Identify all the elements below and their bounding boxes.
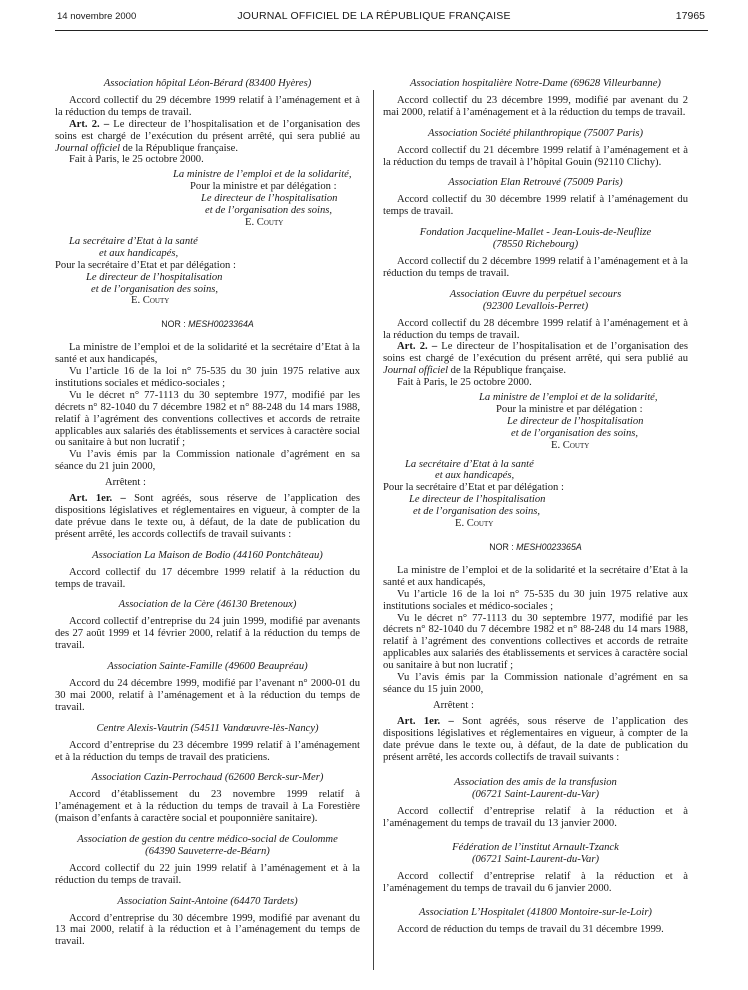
association-title-line: Association Œuvre du perpétuel secours <box>449 288 622 300</box>
journal-reference: Journal officiel <box>55 142 121 154</box>
association-title <box>383 289 688 313</box>
signature-line: et de l’organisation des soins, <box>413 506 541 518</box>
nor-reference <box>383 542 688 554</box>
association-title <box>55 834 360 858</box>
journal-reference: Journal officiel <box>383 365 449 377</box>
article-text: Sont agréés, sous réserve de l’application des dispositions législatives et réglementaires en vigueur, à compter de la date prévue dans le texte ou, à défaut, de la date de publication du présent arrêté, les accords collectifs de travail suivants : <box>383 715 689 763</box>
association-title: Association de la Cère (46130 Bretenoux) <box>118 599 297 611</box>
association-title: Association Société philanthropique (75007 Paris) <box>428 127 643 139</box>
accord-text: Accord d’établissement du 23 novembre 1999 relatif à l’aménagement et à la réduction du temps de travail à La Forestière (maison d’enfants à caractère social et pouponnière sanitaire). <box>55 789 360 825</box>
accord-text: Accord collectif du 21 décembre 1999 relatif à l’aménagement et à la réduction du temps de travail à l’hôpital Gouin (92110 Clichy). <box>383 144 688 168</box>
accord-text: Accord d’entreprise du 30 décembre 1999, modifié par avenant du 13 mai 2000, relatif à la réduction et à l’aménagement du temps de travail. <box>55 912 360 948</box>
signature-line: La secrétaire d’Etat à la santé <box>405 458 534 470</box>
visa-paragraph: Vu le décret n° 77-1113 du 30 septembre 1977, modifié par les décrets n° 82-1040 du 7 décembre 1982 et n° 88-248 du 14 mars 1988, relatif à l’agrément des conventions collectives et accords de retraite applicables aux salariés des établissements et services à caractère social ou sanitaire à but non lucratif ; <box>55 389 360 449</box>
visa-paragraph: La ministre de l’emploi et de la solidarité et la secrétaire d’Etat à la santé et aux handicapés, <box>383 564 688 588</box>
association-title-line: Association des amis de la transfusion <box>454 777 617 789</box>
signature-ministre <box>173 169 360 229</box>
signature-line: Pour la ministre et par délégation : <box>496 403 643 415</box>
accord-text: Accord de réduction du temps de travail du 31 décembre 1999. <box>397 923 664 935</box>
page-number: 17965 <box>675 10 705 22</box>
association-title-line: (64390 Sauveterre-de-Béarn) <box>145 845 270 857</box>
right-column <box>383 78 688 935</box>
article-label: Art. 2. – <box>397 341 438 353</box>
signature-name: E. Couty <box>245 216 284 228</box>
fait-a-paris: Fait à Paris, le 25 octobre 2000. <box>69 154 204 166</box>
accord-text: Accord d’entreprise du 23 décembre 1999 relatif à l’aménagement et à la réduction du temps de travail des praticiens. <box>55 739 360 763</box>
signature-name: E. Couty <box>131 295 170 307</box>
header-date: 14 novembre 2000 <box>57 11 137 22</box>
nor-code: MESH0023364A <box>188 319 254 330</box>
accord-text: Accord du 24 décembre 1999, modifié par l’avenant n° 2000-01 du 30 mai 2000, relatif à l’aménagement et à la réduction du temps de travail. <box>55 677 360 713</box>
signature-line: Le directeur de l’hospitalisation <box>86 271 223 283</box>
accord-text: Accord collectif du 23 décembre 1999, modifié par avenant du 2 mai 2000, relatif à l’aménagement et à la réduction du temps de travail. <box>383 94 688 118</box>
visa-paragraph: Vu le décret n° 77-1113 du 30 septembre 1977, modifié par les décrets n° 82-1040 du 7 décembre 1982 et n° 88-248 du 14 mars 1988, relatif à l’agrément des conventions collectives et accords de retraite applicables aux salariés des établissements et services à caractère social ou sanitaire à but non lucratif ; <box>383 612 688 672</box>
signature-line: Pour la ministre et par délégation : <box>190 181 337 193</box>
nor-label: NOR : <box>161 319 189 330</box>
visa-paragraph: Vu l’avis émis par la Commission nationale d’agrément en sa séance du 21 juin 2000, <box>55 449 360 473</box>
article-text: Le directeur de l’hospitalisation et de l’organisation des soins est chargé de l’exécution du présent arrêté, qui sera publié au <box>383 341 688 365</box>
association-title: Association hospitalière Notre-Dame (69628 Villeurbanne) <box>410 78 661 89</box>
signature-line: La secrétaire d’Etat à la santé <box>69 235 198 247</box>
signature-line: et de l’organisation des soins, <box>91 283 219 295</box>
arretent: Arrêtent : <box>433 699 474 711</box>
signature-line: Le directeur de l’hospitalisation <box>201 193 338 205</box>
article-2 <box>55 119 360 155</box>
header-rule <box>55 30 708 31</box>
signature-line: Le directeur de l’hospitalisation <box>507 415 644 427</box>
association-title: Association Sainte-Famille (49600 Beaupréau) <box>107 661 308 673</box>
association-title-line: Fédération de l’institut Arnault-Tzanck <box>452 842 619 854</box>
nor-reference <box>55 319 360 331</box>
accord-text: Accord collectif du 22 juin 1999 relatif à l’aménagement et à la réduction du temps de travail. <box>55 862 360 886</box>
signature-line: Pour la secrétaire d’Etat et par délégation : <box>383 482 564 494</box>
association-title: Association L’Hospitalet (41800 Montoire-sur-le-Loir) <box>419 906 652 918</box>
accord-text: Accord collectif du 30 décembre 1999 relatif à l’aménagement du temps de travail. <box>383 194 688 218</box>
article-1 <box>383 716 688 764</box>
visa-paragraph: Vu l’article 16 de la loi n° 75-535 du 30 juin 1975 relative aux institutions sociales et médico-sociales ; <box>55 366 360 389</box>
article-text-end: de la République française. <box>120 142 238 154</box>
article-text: Le directeur de l’hospitalisation et de l’organisation des soins est chargé de l’exécution du présent arrêté, qui sera publié au <box>55 118 360 142</box>
column-divider <box>373 90 374 970</box>
association-title: Association hôpital Léon-Bérard (83400 Hyères) <box>103 78 312 89</box>
association-title <box>383 777 688 801</box>
signature-secretaire <box>55 235 360 307</box>
accord-text: Accord collectif du 17 décembre 1999 relatif à la réduction du temps de travail. <box>55 566 360 590</box>
article-label: Art. 1er. – <box>69 493 126 505</box>
association-title-line: (92300 Levallois-Perret) <box>482 300 589 312</box>
accord-text: Accord collectif d’entreprise relatif à la réduction et à l’aménagement du temps de travail du 13 janvier 2000. <box>383 806 688 830</box>
article-label: Art. 2. – <box>69 118 110 130</box>
article-text-end: de la République française. <box>448 365 566 377</box>
signature-name: E. Couty <box>551 439 590 451</box>
association-title: Association Saint-Antoine (64470 Tardets) <box>117 895 298 907</box>
signature-line: et de l’organisation des soins, <box>205 205 333 217</box>
nor-label: NOR : <box>489 542 517 552</box>
signature-name: E. Couty <box>455 518 494 530</box>
association-title: Association La Maison de Bodio (44160 Pontchâteau) <box>92 549 323 561</box>
article-label: Art. 1er. – <box>397 715 454 727</box>
accord-text: Accord collectif du 29 décembre 1999 relatif à l’aménagement et à la réduction du temps de travail. <box>55 94 360 118</box>
accord-text: Accord collectif d’entreprise relatif à la réduction et à l’aménagement du temps de travail du 6 janvier 2000. <box>383 870 688 894</box>
signature-line: Le directeur de l’hospitalisation <box>409 494 546 506</box>
visa-paragraph: Vu l’article 16 de la loi n° 75-535 du 30 juin 1975 relative aux institutions sociales et médico-sociales ; <box>383 588 688 612</box>
association-title-line: Fondation Jacqueline-Mallet - Jean-Louis-de-Neuflize <box>419 227 652 239</box>
association-title-line: Association de gestion du centre médico-social de Coulomme <box>77 834 338 846</box>
article-1 <box>55 493 360 541</box>
signature-line: et aux handicapés, <box>435 470 515 482</box>
association-title: Association Cazin-Perrochaud (62600 Berck-sur-Mer) <box>91 772 324 784</box>
signature-ministre <box>479 392 688 452</box>
fait-a-paris: Fait à Paris, le 25 octobre 2000. <box>397 377 532 389</box>
association-title-line: (06721 Saint-Laurent-du-Var) <box>471 789 599 801</box>
article-2 <box>383 341 688 377</box>
arretent: Arrêtent : <box>105 477 146 489</box>
visa-paragraph: Vu l’avis émis par la Commission nationale d’agrément en sa séance du 15 juin 2000, <box>383 672 688 695</box>
association-title: Association Elan Retrouvé (75009 Paris) <box>448 177 623 189</box>
signature-secretaire <box>383 458 688 530</box>
page-header <box>0 6 748 32</box>
accord-text: Accord collectif du 28 décembre 1999 relatif à l’aménagement et à la réduction du temps de travail. <box>383 317 688 341</box>
association-title: Centre Alexis-Vautrin (54511 Vandœuvre-lès-Nancy) <box>96 722 319 734</box>
article-text: Sont agréés, sous réserve de l’application des dispositions législatives et réglementaires en vigueur, à compter de la date prévue dans le texte ou, à défaut, de la date de publication du présent arrêté, les accords collectifs de travail suivants : <box>55 493 361 540</box>
visa-paragraph: La ministre de l’emploi et de la solidarité et la secrétaire d’Etat à la santé et aux handicapés, <box>55 342 360 366</box>
accord-text: Accord collectif d’entreprise du 24 juin 1999, modifié par avenants des 27 août 1999 et 14 février 2000, relatif à la réduction du temps de travail. <box>55 616 360 652</box>
signature-line: et aux handicapés, <box>99 247 179 259</box>
association-title <box>383 227 688 251</box>
signature-line: La ministre de l’emploi et de la solidarité, <box>479 392 658 404</box>
signature-line: et de l’organisation des soins, <box>511 427 639 439</box>
accord-text: Accord collectif du 2 décembre 1999 relatif à l’aménagement et à la réduction du temps de travail. <box>383 255 688 279</box>
left-column <box>55 78 360 948</box>
signature-line: La ministre de l’emploi et de la solidarité, <box>173 169 352 181</box>
nor-code: MESH0023365A <box>516 542 582 552</box>
journal-title: JOURNAL OFFICIEL DE LA RÉPUBLIQUE FRANÇAISE <box>237 10 511 22</box>
association-title-line: (06721 Saint-Laurent-du-Var) <box>471 853 599 865</box>
association-title <box>383 842 688 866</box>
signature-line: Pour la secrétaire d’Etat et par délégation : <box>55 259 236 271</box>
association-title-line: (78550 Richebourg) <box>492 239 579 251</box>
